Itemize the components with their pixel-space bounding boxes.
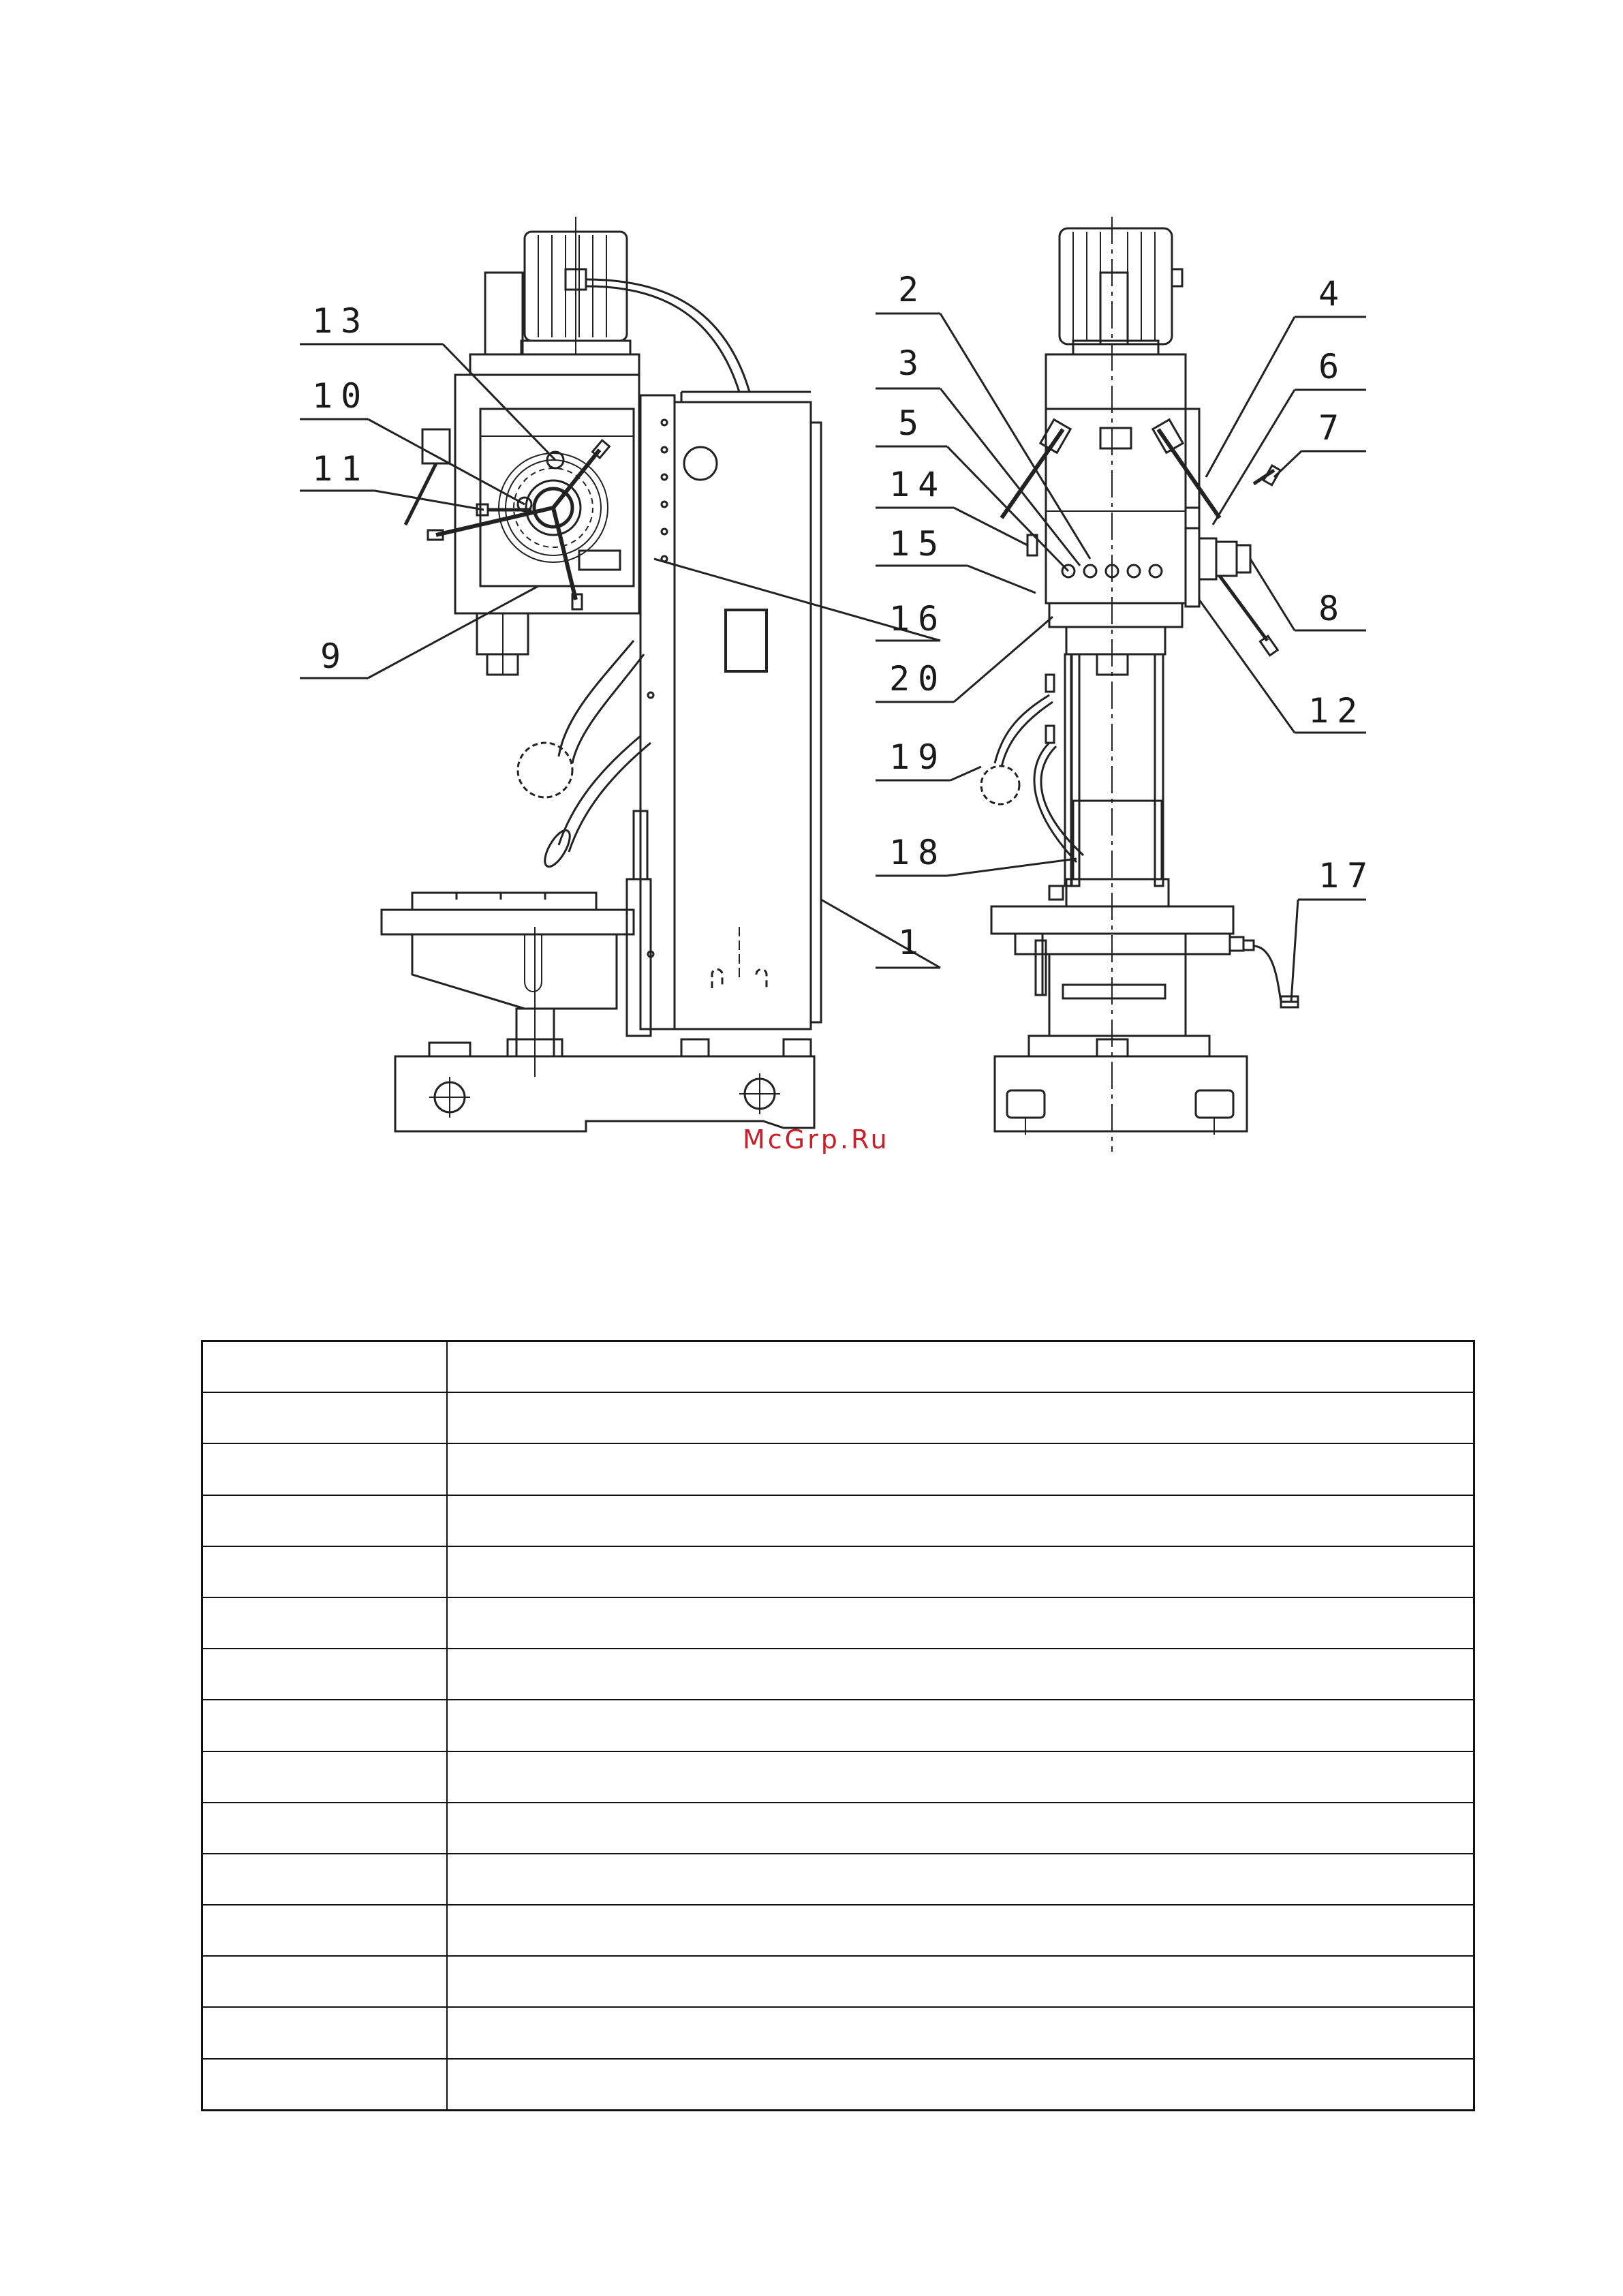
table-row [202, 1854, 1474, 1905]
callout-19: 19 [889, 737, 947, 777]
table-row [202, 1392, 1474, 1443]
table-row [202, 1597, 1474, 1649]
callout-10: 10 [312, 376, 370, 416]
part-number-cell [202, 1905, 448, 1956]
callout-14: 14 [889, 465, 947, 504]
part-description-cell [447, 1854, 1474, 1905]
callout-16: 16 [889, 599, 947, 639]
table-row [202, 1546, 1474, 1597]
part-description-cell [447, 1546, 1474, 1597]
part-description-cell [447, 1392, 1474, 1443]
callout-3: 3 [898, 343, 927, 383]
part-description-cell [447, 1597, 1474, 1649]
table-row [202, 2007, 1474, 2058]
callout-9: 9 [320, 637, 350, 676]
callout-2: 2 [898, 270, 927, 309]
part-description-cell [447, 2007, 1474, 2058]
part-number-cell [202, 1700, 448, 1751]
callout-18: 18 [889, 833, 947, 872]
table-row [202, 1341, 1474, 1393]
callout-4: 4 [1318, 274, 1348, 313]
table-row [202, 1751, 1474, 1803]
table-row [202, 1803, 1474, 1854]
part-description-cell [447, 1495, 1474, 1546]
front-view [981, 217, 1298, 1152]
table-row [202, 2059, 1474, 2111]
callout-5: 5 [898, 403, 927, 443]
part-number-cell [202, 1751, 448, 1803]
callout-13: 13 [312, 301, 370, 341]
callout-11: 11 [312, 449, 370, 489]
table-row [202, 1495, 1474, 1546]
part-number-cell [202, 1597, 448, 1649]
table-row [202, 1700, 1474, 1751]
part-description-cell [447, 1649, 1474, 1700]
callout-17: 17 [1318, 856, 1376, 896]
table-row [202, 1443, 1474, 1495]
table-row [202, 1649, 1474, 1700]
callout-1: 1 [898, 923, 927, 962]
part-number-cell [202, 1956, 448, 2007]
part-description-cell [447, 2059, 1474, 2111]
callout-8: 8 [1318, 589, 1348, 628]
side-view [382, 217, 821, 1131]
part-description-cell [447, 1443, 1474, 1495]
part-number-cell [202, 1546, 448, 1597]
part-number-cell [202, 1443, 448, 1495]
callout-6: 6 [1318, 347, 1348, 386]
part-number-cell [202, 2007, 448, 2058]
watermark: McGrp.Ru [743, 1124, 890, 1154]
part-description-cell [447, 1700, 1474, 1751]
part-description-cell [447, 1956, 1474, 2007]
callout-20: 20 [889, 659, 947, 699]
part-number-cell [202, 1495, 448, 1546]
part-number-cell [202, 1854, 448, 1905]
part-description-cell [447, 1341, 1474, 1393]
callout-15: 15 [889, 524, 947, 564]
callout-7: 7 [1318, 408, 1348, 448]
part-description-cell [447, 1803, 1474, 1854]
callout-leaders [300, 313, 1366, 1002]
part-number-cell [202, 1803, 448, 1854]
parts-table-body [202, 1341, 1474, 2111]
table-row [202, 1905, 1474, 1956]
part-description-cell [447, 1905, 1474, 1956]
part-number-cell [202, 1649, 448, 1700]
table-row [202, 1956, 1474, 2007]
parts-table [201, 1340, 1475, 2111]
callout-12: 12 [1308, 691, 1366, 731]
part-description-cell [447, 1751, 1474, 1803]
part-number-cell [202, 2059, 448, 2111]
part-number-cell [202, 1341, 448, 1393]
part-number-cell [202, 1392, 448, 1443]
